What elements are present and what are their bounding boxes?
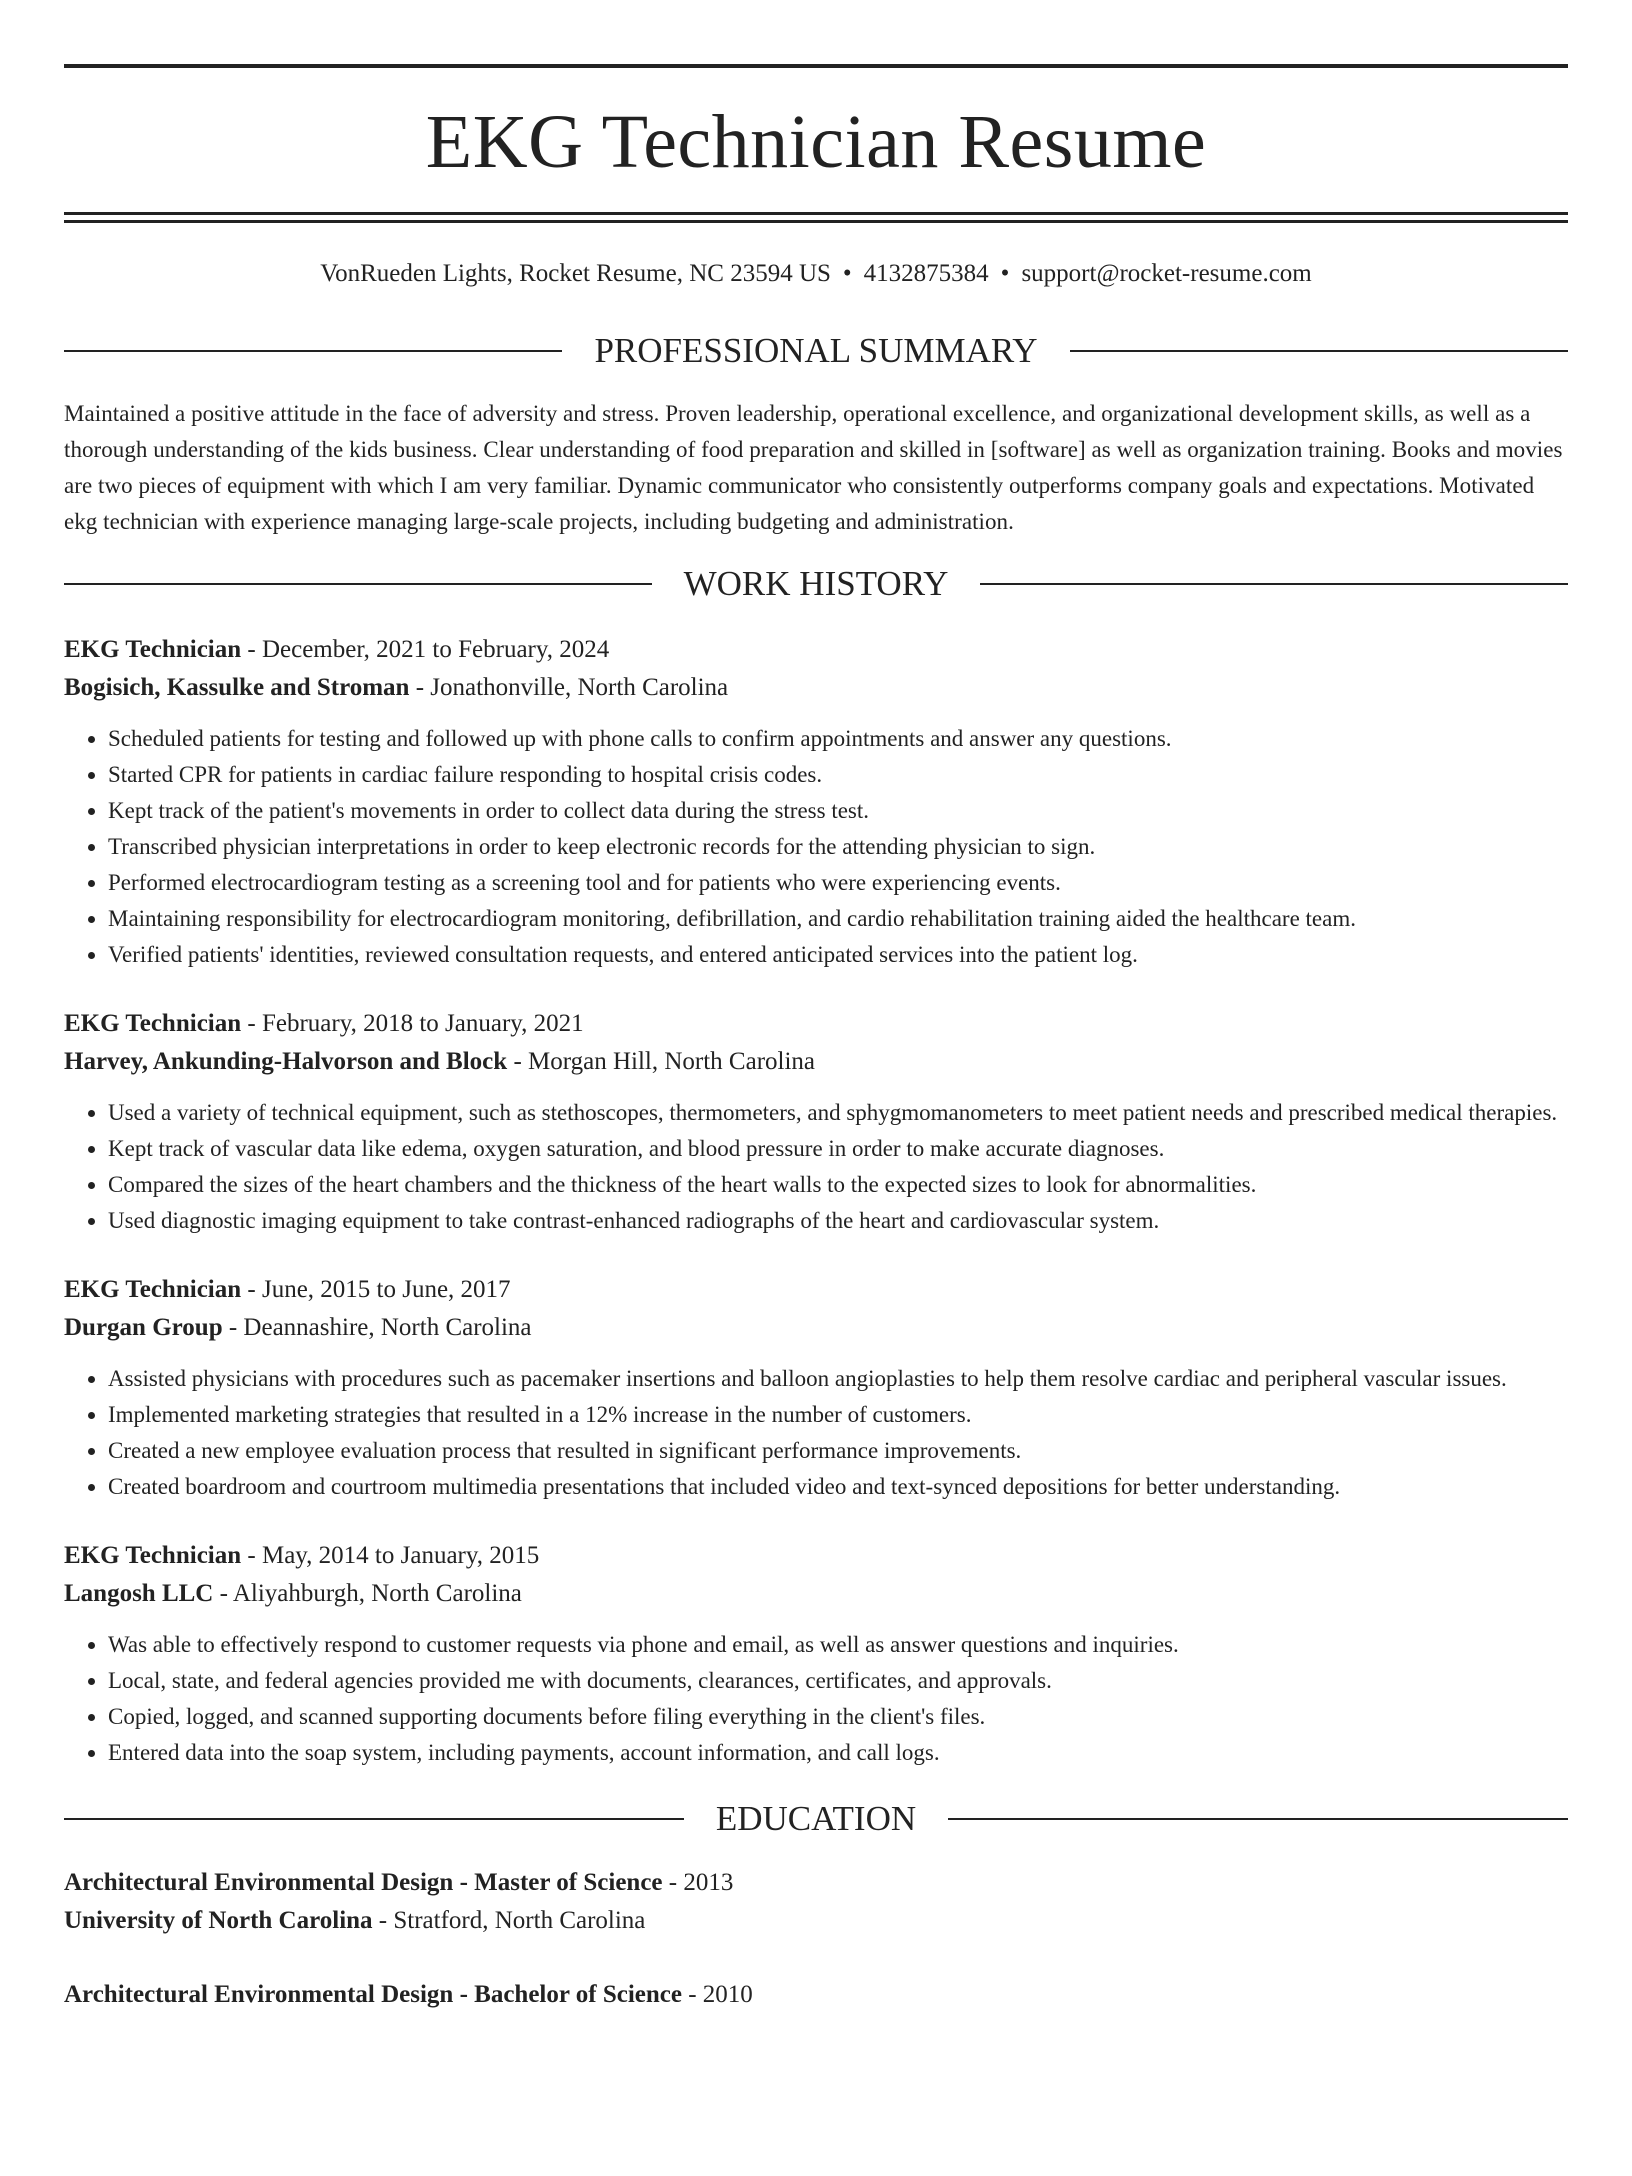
job-company-line	[64, 1043, 1568, 1081]
job-bullets	[64, 1095, 1568, 1239]
job-title: EKG Technician	[64, 1542, 242, 1569]
job-bullet: • Verified patients' identities, reviewed consultation requests, and entered anticipated services into the patient log.	[108, 937, 1568, 973]
job-bullets	[64, 1361, 1568, 1505]
job-bullet: • Implemented marketing strategies that resulted in a 12% increase in the number of customers.	[108, 1397, 1568, 1433]
job-dates: - June, 2015 to June, 2017	[241, 1276, 511, 1303]
education-year: - 2010	[681, 1981, 753, 2008]
section-heading-label: EDUCATION	[715, 1799, 917, 1838]
resume-title: EKG Technician Resume	[425, 100, 1207, 184]
heading-rule	[64, 583, 652, 585]
professional-summary: Maintained a positive attitude in the face of adversity and stress. Proven leadership, operational excellence, and organizational development skills, as well as a thorough understanding of the kids business. Clear understanding of food preparation and skilled in [software] as well as organization training. Books and movies are two pieces of equipment with which I am very familiar. Dynamic communicator who consistently outperforms company goals and expectations. Motivated ekg technician with experience managing large-scale projects, including budgeting and administration.	[64, 401, 1563, 534]
education-degree: Architectural Environmental Design - Bachelor of Science	[64, 1981, 682, 2008]
contact-address: VonRueden Lights, Rocket Resume, NC 23594 US	[320, 260, 831, 287]
job-bullet: • Created a new employee evaluation process that resulted in significant performance improvements.	[108, 1433, 1568, 1469]
section-heading-summary	[64, 333, 1568, 368]
job-bullet: • Local, state, and federal agencies provided me with documents, clearances, certificates, and approvals.	[108, 1663, 1568, 1699]
job-bullet: • Started CPR for patients in cardiac failure responding to hospital crisis codes.	[108, 757, 1568, 793]
job-bullet: • Kept track of the patient's movements in order to collect data during the stress test.	[108, 793, 1568, 829]
contact-phone: 4132875384	[863, 260, 989, 287]
job-company: Durgan Group	[64, 1314, 223, 1341]
contact-email: support@rocket-resume.com	[1021, 260, 1312, 287]
job-title: EKG Technician	[64, 1010, 242, 1037]
job-bullet: • Assisted physicians with procedures such as pacemaker insertions and balloon angioplasties to help them resolve cardiac and peripheral vascular issues.	[108, 1361, 1568, 1397]
education-degree: Architectural Environmental Design - Master of Science	[64, 1869, 663, 1896]
job-title-line	[64, 1005, 1568, 1043]
job-company: Harvey, Ankunding-Halvorson and Block	[64, 1048, 508, 1075]
education-entry	[64, 1976, 1568, 2014]
work-history-list	[64, 631, 1568, 1771]
job-dates: - February, 2018 to January, 2021	[241, 1010, 584, 1037]
job-location: - Aliyahburgh, North Carolina	[213, 1580, 522, 1607]
job-bullet: • Kept track of vascular data like edema, oxygen saturation, and blood pressure in order to make accurate diagnoses.	[108, 1131, 1568, 1167]
title-double-rule	[64, 212, 1568, 223]
heading-rule	[64, 1818, 684, 1820]
contact-separator: •	[1000, 260, 1010, 287]
job-dates: - May, 2014 to January, 2015	[241, 1542, 540, 1569]
job-title-line	[64, 631, 1568, 669]
job-bullet: • Entered data into the soap system, including payments, account information, and call logs.	[108, 1735, 1568, 1771]
job-bullet: • Scheduled patients for testing and followed up with phone calls to confirm appointments and answer any questions.	[108, 721, 1568, 757]
job-company-line	[64, 669, 1568, 707]
job-bullet: • Created boardroom and courtroom multimedia presentations that included video and text-synced depositions for better understanding.	[108, 1469, 1568, 1505]
job-bullet: • Used a variety of technical equipment, such as stethoscopes, thermometers, and sphygmomanometers to meet patient needs and prescribed medical therapies.	[108, 1095, 1568, 1131]
job-title-line	[64, 1271, 1568, 1309]
job-company-line	[64, 1309, 1568, 1347]
job-dates: - December, 2021 to February, 2024	[241, 636, 610, 663]
resume-page	[0, 64, 1632, 2176]
education-degree-line	[64, 1864, 1568, 1902]
education-school-line	[64, 1902, 1568, 1940]
job-bullet: • Compared the sizes of the heart chambers and the thickness of the heart walls to the expected sizes to look for abnormalities.	[108, 1167, 1568, 1203]
heading-rule	[64, 350, 562, 352]
job-location: - Jonathonville, North Carolina	[409, 674, 729, 701]
heading-rule	[948, 1818, 1568, 1820]
job-location: - Deannashire, North Carolina	[222, 1314, 532, 1341]
section-heading-label: PROFESSIONAL SUMMARY	[594, 331, 1038, 370]
job-bullet: • Used diagnostic imaging equipment to take contrast-enhanced radiographs of the heart and cardiovascular system.	[108, 1203, 1568, 1239]
job-entry	[64, 1271, 1568, 1505]
job-title: EKG Technician	[64, 1276, 242, 1303]
education-year: - 2013	[662, 1869, 734, 1896]
job-bullet: • Maintaining responsibility for electrocardiogram monitoring, defibrillation, and cardio rehabilitation training aided the healthcare team.	[108, 901, 1568, 937]
education-school: University of North Carolina	[64, 1907, 373, 1934]
job-company: Bogisich, Kassulke and Stroman	[64, 674, 410, 701]
heading-rule	[980, 583, 1568, 585]
section-heading-work	[64, 566, 1568, 601]
job-bullet: • Performed electrocardiogram testing as a screening tool and for patients who were experiencing events.	[108, 865, 1568, 901]
job-location: - Morgan Hill, North Carolina	[507, 1048, 816, 1075]
job-title-line	[64, 1537, 1568, 1575]
job-entry	[64, 631, 1568, 973]
job-title: EKG Technician	[64, 636, 242, 663]
education-list	[64, 1864, 1568, 2014]
section-heading-education	[64, 1801, 1568, 1836]
job-entry	[64, 1005, 1568, 1239]
contact-line	[64, 259, 1568, 289]
section-heading-label: WORK HISTORY	[683, 564, 949, 603]
job-bullets	[64, 721, 1568, 973]
job-bullet: • Copied, logged, and scanned supporting documents before filing everything in the client's files.	[108, 1699, 1568, 1735]
top-rule	[64, 64, 1568, 68]
education-location: - Stratford, North Carolina	[372, 1907, 646, 1934]
job-bullets	[64, 1627, 1568, 1771]
education-entry	[64, 1864, 1568, 1940]
job-bullet: • Transcribed physician interpretations in order to keep electronic records for the attending physician to sign.	[108, 829, 1568, 865]
contact-separator: •	[842, 260, 852, 287]
job-entry	[64, 1537, 1568, 1771]
job-company: Langosh LLC	[64, 1580, 214, 1607]
job-company-line	[64, 1575, 1568, 1613]
job-bullet: • Was able to effectively respond to customer requests via phone and email, as well as answer questions and inquiries.	[108, 1627, 1568, 1663]
education-degree-line	[64, 1976, 1568, 2014]
heading-rule	[1070, 350, 1568, 352]
